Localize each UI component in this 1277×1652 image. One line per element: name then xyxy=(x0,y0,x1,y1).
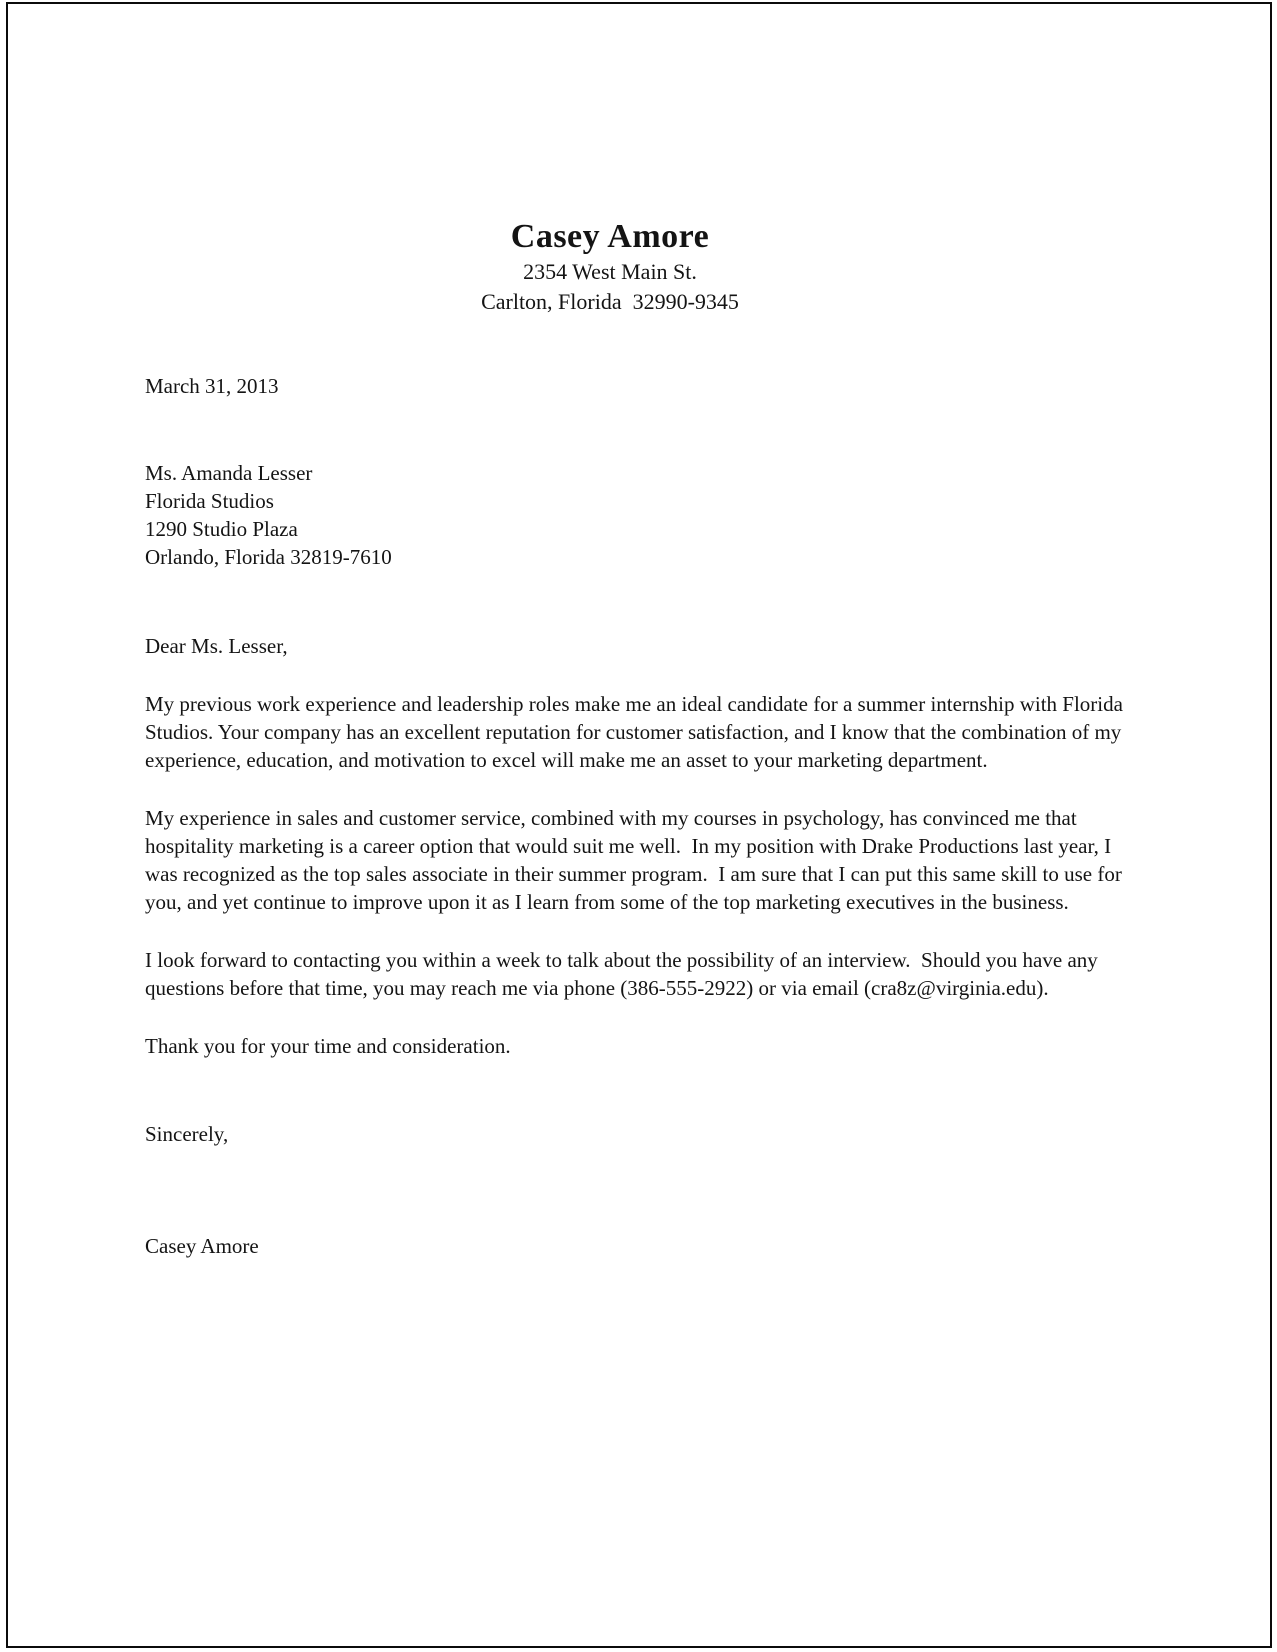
body-paragraph-1: My previous work experience and leadership roles make me an ideal candidate for a summer internship with Florida Studios. Your company has an excellent reputation for customer satisfaction, and I know that the combination of my experience, education, and motivation to excel will make me an asset to your marketing department. xyxy=(145,692,1129,772)
thank-you-line: Thank you for your time and consideration. xyxy=(145,1034,511,1058)
body-paragraph-3: I look forward to contacting you within a week to talk about the possibility of an interview. Should you have any questions before that time, you may reach me via phone (386-555-2922) or via email (cra8z@virginia.edu). xyxy=(145,948,1104,1000)
closing: Sincerely, xyxy=(145,1122,229,1146)
recipient-company: Florida Studios xyxy=(145,489,274,513)
sender-address-street: 2354 West Main St. xyxy=(523,259,697,284)
signature-name: Casey Amore xyxy=(145,1234,259,1258)
salutation: Dear Ms. Lesser, xyxy=(145,634,288,658)
recipient-city: Orlando, Florida 32819-7610 xyxy=(145,545,392,569)
letter-head xyxy=(145,218,1075,316)
recipient-name: Ms. Amanda Lesser xyxy=(145,461,313,485)
sender-address-city: Carlton, Florida 32990-9345 xyxy=(481,289,739,314)
body-paragraph-2: My experience in sales and customer service, combined with my courses in psychology, has convinced me that hospitality marketing is a career option that would suit me well. In my position with Drake Productions last year, I was recognized as the top sales associate in their summer program. I am sure that I can put this same skill to use for you, and yet continue to improve upon it as I learn from some of the top marketing executives in the business. xyxy=(145,806,1128,914)
date-line: March 31, 2013 xyxy=(145,374,279,398)
recipient-street: 1290 Studio Plaza xyxy=(145,517,298,541)
recipient-block xyxy=(145,459,1137,571)
sender-name: Casey Amore xyxy=(510,218,710,255)
